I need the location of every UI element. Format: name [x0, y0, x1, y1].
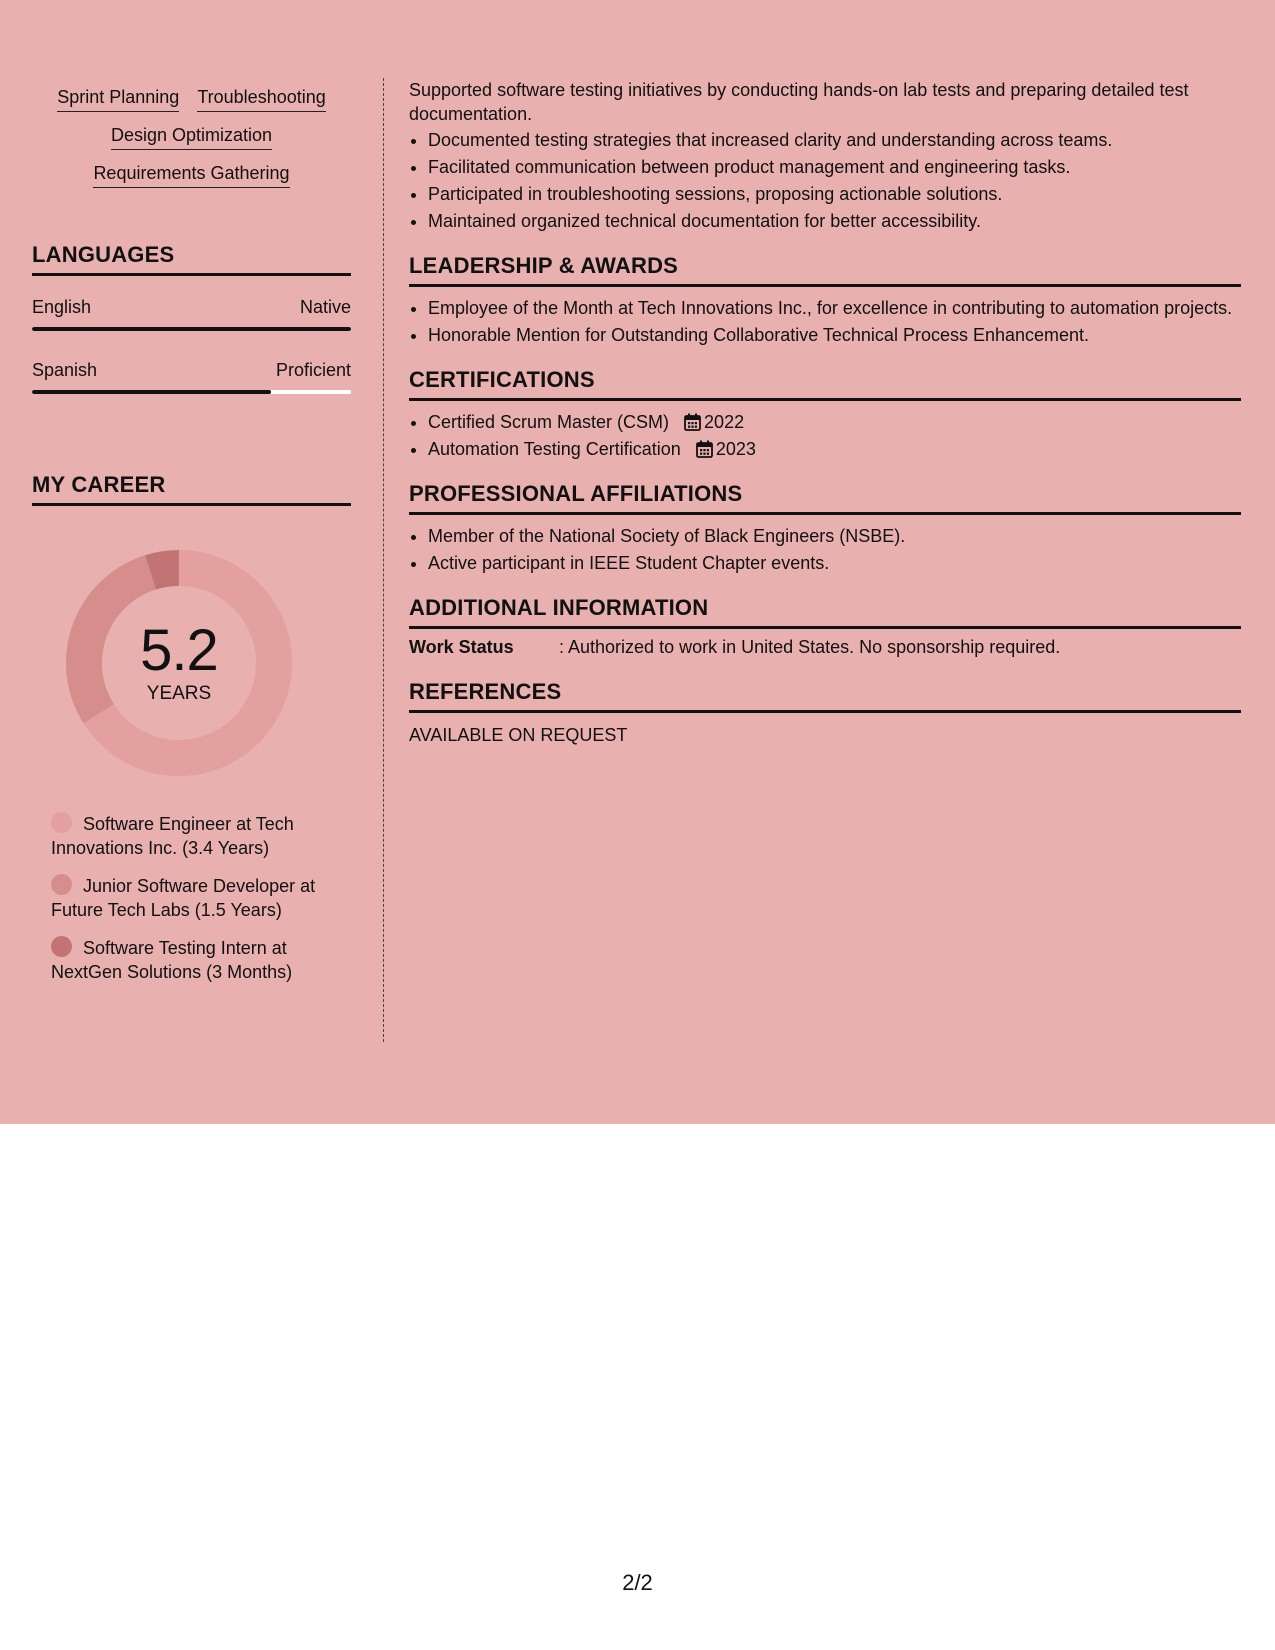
column-divider: [383, 78, 384, 1042]
certifications-heading: CERTIFICATIONS: [409, 367, 1241, 401]
language-proficiency-fill: [32, 390, 271, 394]
certification-name: Automation Testing Certification: [428, 439, 681, 459]
legend-dot: [51, 936, 72, 957]
career-total-unit: YEARS: [146, 683, 212, 704]
certifications-section: [409, 367, 1241, 461]
skill-tag: Design Optimization: [111, 124, 272, 150]
leadership-section: [409, 253, 1241, 347]
certification-year: 2023: [715, 439, 756, 459]
language-item: [32, 296, 351, 331]
career-heading: MY CAREER: [32, 472, 351, 506]
calendar-icon: [684, 413, 701, 431]
affiliation-bullet: • Active participant in IEEE Student Chapter events.: [428, 551, 1241, 575]
references-text: AVAILABLE ON REQUEST: [409, 725, 628, 745]
certification-item: [428, 410, 1241, 434]
skill-tag: Sprint Planning: [57, 86, 179, 112]
language-item: [32, 359, 351, 394]
experience-bullet: • Documented testing strategies that increased clarity and understanding across teams.: [428, 128, 1241, 152]
certification-item: [428, 437, 1241, 461]
work-status-row: [409, 635, 1241, 659]
languages-heading: LANGUAGES: [32, 242, 351, 276]
language-proficiency-bar: [32, 390, 351, 394]
language-proficiency-fill: [32, 327, 351, 331]
career-total: [66, 550, 292, 776]
references-heading: REFERENCES: [409, 679, 1241, 713]
legend-dot: [51, 812, 72, 833]
certification-name: Certified Scrum Master (CSM): [428, 412, 670, 432]
language-level: Native: [299, 297, 351, 317]
certification-year: 2022: [704, 412, 745, 432]
experience-bullets: [409, 128, 1241, 233]
career-legend: [51, 812, 351, 984]
language-name: Spanish: [32, 360, 98, 380]
career-role-label: Junior Software Developer at Future Tech Labs (1.5 Years): [51, 876, 316, 920]
career-legend-item: [51, 936, 351, 984]
language-level: Proficient: [275, 360, 351, 380]
right-column: [409, 78, 1241, 747]
experience-intro: Supported software testing initiatives by conducting hands-on lab tests and preparing detailed test documentation.: [409, 80, 1189, 124]
additional-info-heading: ADDITIONAL INFORMATION: [409, 595, 1241, 629]
legend-dot: [51, 874, 72, 895]
affiliations-section: [409, 481, 1241, 575]
left-column: [32, 78, 351, 998]
career-total-value: 5.2: [140, 618, 218, 683]
references-section: [409, 679, 1241, 747]
skill-tag: Requirements Gathering: [93, 162, 289, 188]
work-status-label: Work Status: [409, 637, 514, 657]
experience-bullet: • Maintained organized technical documentation for better accessibility.: [428, 209, 1241, 233]
career-legend-item: [51, 874, 351, 922]
career-donut-chart: [66, 550, 292, 776]
language-proficiency-bar: [32, 327, 351, 331]
leadership-heading: LEADERSHIP & AWARDS: [409, 253, 1241, 287]
experience-bullet: • Facilitated communication between product management and engineering tasks.: [428, 155, 1241, 179]
leadership-bullet: • Honorable Mention for Outstanding Collaborative Technical Process Enhancement.: [428, 323, 1241, 347]
additional-info-section: [409, 595, 1241, 659]
leadership-bullet: • Employee of the Month at Tech Innovations Inc., for excellence in contributing to automation projects.: [428, 296, 1241, 320]
language-name: English: [32, 297, 92, 317]
skill-tag: Troubleshooting: [197, 86, 325, 112]
affiliation-bullet: • Member of the National Society of Black Engineers (NSBE).: [428, 524, 1241, 548]
skills-list: [32, 78, 351, 188]
career-legend-item: [51, 812, 351, 860]
affiliations-heading: PROFESSIONAL AFFILIATIONS: [409, 481, 1241, 515]
career-role-label: Software Engineer at Tech Innovations Inc. (3.4 Years): [51, 814, 294, 858]
career-role-label: Software Testing Intern at NextGen Solutions (3 Months): [51, 938, 293, 982]
work-status-value: : Authorized to work in United States. No sponsorship required.: [559, 637, 1061, 657]
page-number: 2/2: [622, 1570, 653, 1595]
experience-bullet: • Participated in troubleshooting sessions, proposing actionable solutions.: [428, 182, 1241, 206]
calendar-icon: [696, 440, 713, 458]
